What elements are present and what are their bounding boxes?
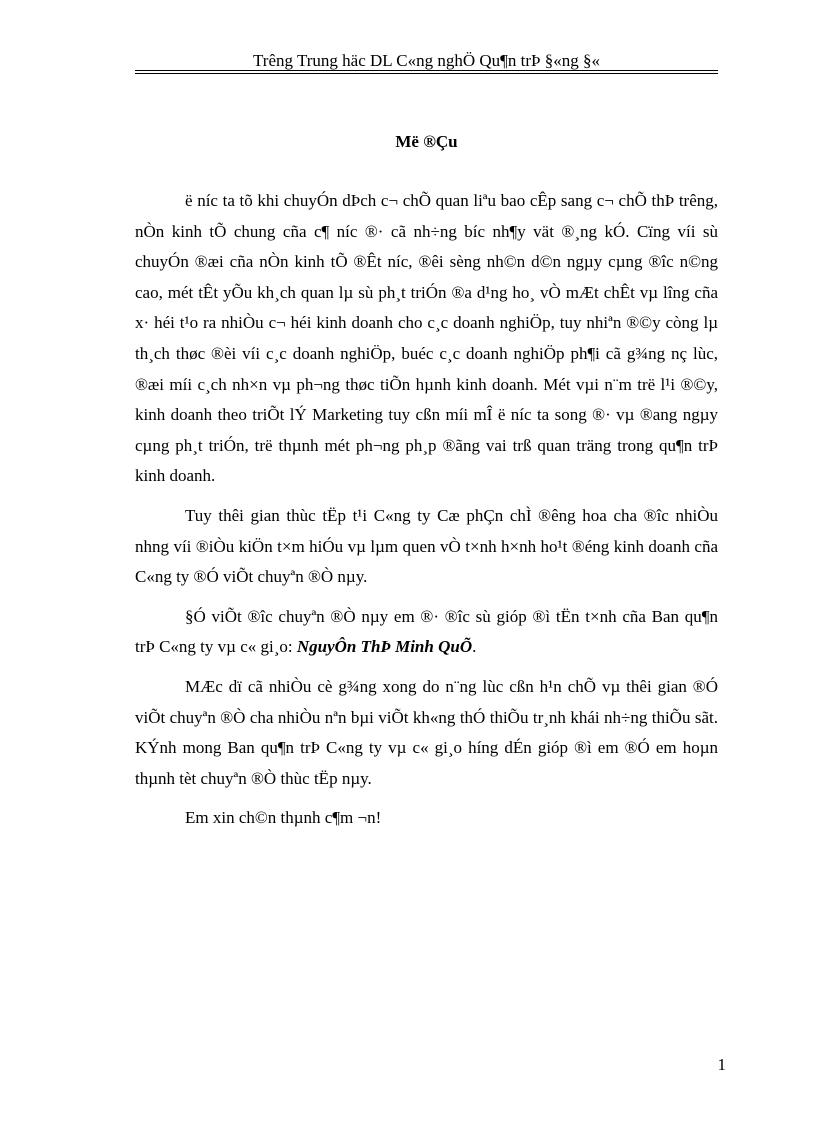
header-rule bbox=[135, 70, 718, 71]
paragraph-closing: Em xin ch©n thµnh c¶m ¬n! bbox=[185, 808, 382, 828]
paragraph-thanks-text: §Ó viÕt ®îc chuyªn ®Ò nµy em ®· ®îc sù gióp ®ì tËn t×nh cña Ban qu¶n trÞ C«ng ty vµ c« gi¸o: bbox=[135, 606, 718, 657]
document-title: Më ®Çu bbox=[395, 132, 458, 151]
header-rule-double bbox=[135, 73, 718, 74]
document-body bbox=[135, 186, 718, 843]
page-number: 1 bbox=[717, 1055, 726, 1074]
teacher-name: NguyÔn ThÞ Minh QuÕ bbox=[296, 637, 473, 657]
paragraph-intro: ë níc ta tõ khi chuyÓn dÞch c¬ chÕ quan liªu bao cÊp sang c¬ chÕ thÞ trêng, nÒn kinh tÕ chung cña c¶ níc ®· cã nh÷ng bíc nh¶y vät ®¸ng kÓ. Cïng víi sù chuyÓn ®æi cña nÒn kinh tÕ ®Êt níc, ®êi sèng nh©n d©n ngµy cµng ®îc n©ng cao, mét tÊt yÕu kh¸ch quan lµ sù ph¸t triÓn ®a d¹ng ho¸ vÒ mÆt chÊt vµ lîng cña x· héi t¹o ra nhiÒu c¬ héi kinh doanh cho c¸c doanh nghiÖp, tuy nhiªn ®©y còng lµ th¸ch thøc ®èi víi c¸c doanh nghiÖp, buéc c¸c doanh nghiÖp ph¶i cã g¾ng nç lùc, ®æi míi c¸ch nh×n vµ ph¬ng thøc tiÕn hµnh kinh doanh. Mét vµi n¨m trë l¹i ®©y, kinh doanh theo triÕt lÝ Marketing tuy cßn míi mÎ ë níc ta song ®· vµ ®ang ngµy cµng ph¸t triÓn, trë thµnh mét ph¬ng ph¸p ®ãng vai trß quan träng trong qu¶n trÞ kinh doanh. bbox=[135, 191, 718, 486]
paragraph-apology: MÆc dï cã nhiÒu cè g¾ng xong do n¨ng lùc cßn h¹n chÕ vµ thêi gian ®Ó viÕt chuyªn ®Ò cha nhiÒu nªn bµi viÕt kh«ng thÓ thiÕu tr¸nh khái nh÷ng thiÕu sãt. KÝnh mong Ban qu¶n trÞ C«ng ty vµ c« gi¸o híng dÉn gióp ®ì em ®Ó em hoµn thµnh tèt chuyªn ®Ò thùc tËp nµy. bbox=[135, 676, 718, 788]
teacher-suffix: . bbox=[472, 637, 477, 657]
paragraph-internship: Tuy thêi gian thùc tËp t¹i C«ng ty Cæ phÇn chÌ ®êng hoa cha ®îc nhiÒu nhng víi ®iÒu kiÖn t×m hiÓu vµ lµm quen vÒ t×nh h×nh ho¹t ®éng kinh doanh cña C«ng ty ®Ó viÕt chuyªn ®Ò nµy. bbox=[135, 505, 718, 587]
paragraph-thanks-help bbox=[135, 602, 718, 663]
page-header: Trêng Trung häc DL C«ng nghÖ Qu¶n trÞ §«ng §« bbox=[253, 51, 600, 70]
